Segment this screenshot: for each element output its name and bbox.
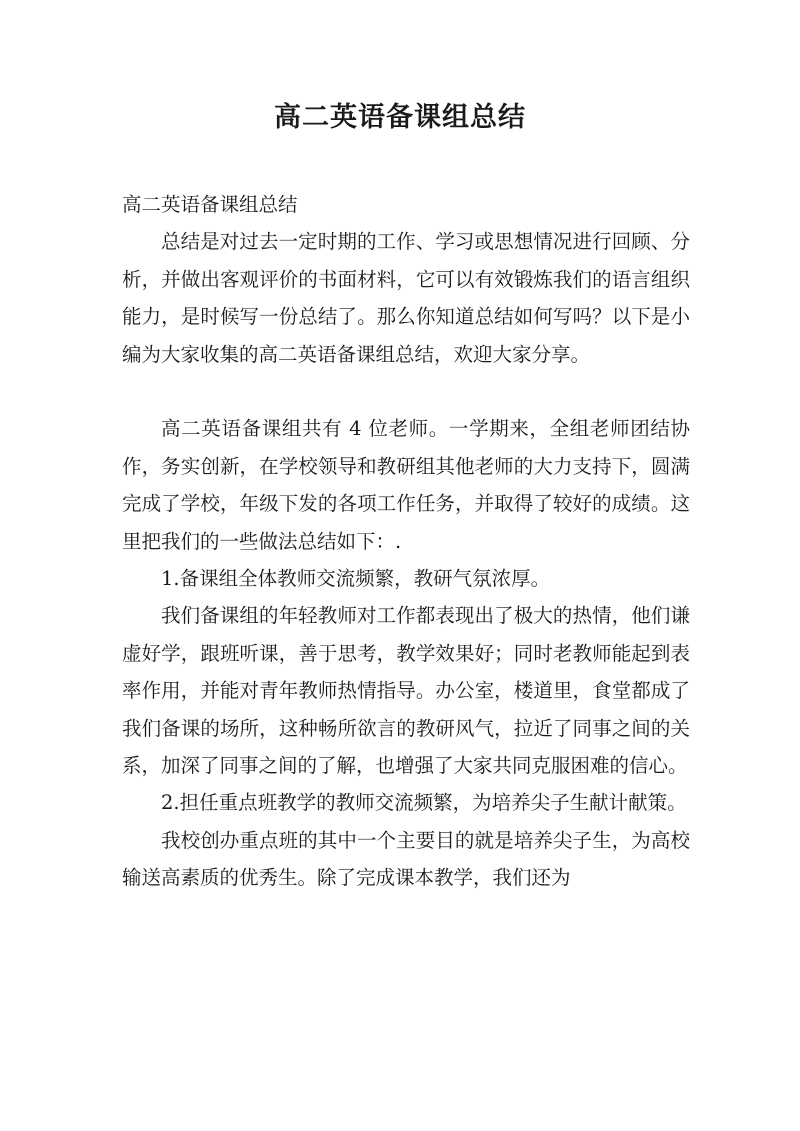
- overview-paragraph: 高二英语备课组共有 4 位老师。一学期来，全组老师团结协作，务实创新，在学校领导和教研组其他老师的大力支持下，圆满完成了学校，年级下发的各项工作任务，并取得了较好的成绩。这里把我们的一些做法总结如下：.: [122, 417, 690, 553]
- section-heading-2: 2.担任重点班教学的教师交流频繁，为培养尖子生献计献策。: [161, 791, 687, 815]
- document-subtitle: 高二英语备课组总结: [122, 193, 298, 216]
- document-title: 高二英语备课组总结: [274, 102, 526, 133]
- document-body: [122, 186, 690, 897]
- section-heading-1: 1.备课组全体教师交流频繁，教研气氛浓厚。: [161, 567, 551, 591]
- section-paragraph-2: 我校创办重点班的其中一个主要目的就是培养尖子生，为高校输送高素质的优秀生。除了完成课本教学，我们还为: [122, 828, 690, 890]
- paragraph-spacer: [122, 373, 690, 410]
- section-paragraph-1: 我们备课组的年轻教师对工作都表现出了极大的热情，他们谦虚好学，跟班听课，善于思考，教学效果好；同时老教师能起到表率作用，并能对青年教师热情指导。办公室，楼道里，食堂都成了我们备课的场所，这种畅所欲言的教研风气，拉近了同事之间的关系，加深了同事之间的了解，也增强了大家共同克服困难的信心。: [122, 604, 690, 778]
- intro-paragraph: 总结是对过去一定时期的工作、学习或思想情况进行回顾、分析，并做出客观评价的书面材料，它可以有效锻炼我们的语言组织能力，是时候写一份总结了。那么你知道总结如何写吗？以下是小编为大家收集的高二英语备课组总结，欢迎大家分享。: [122, 230, 690, 366]
